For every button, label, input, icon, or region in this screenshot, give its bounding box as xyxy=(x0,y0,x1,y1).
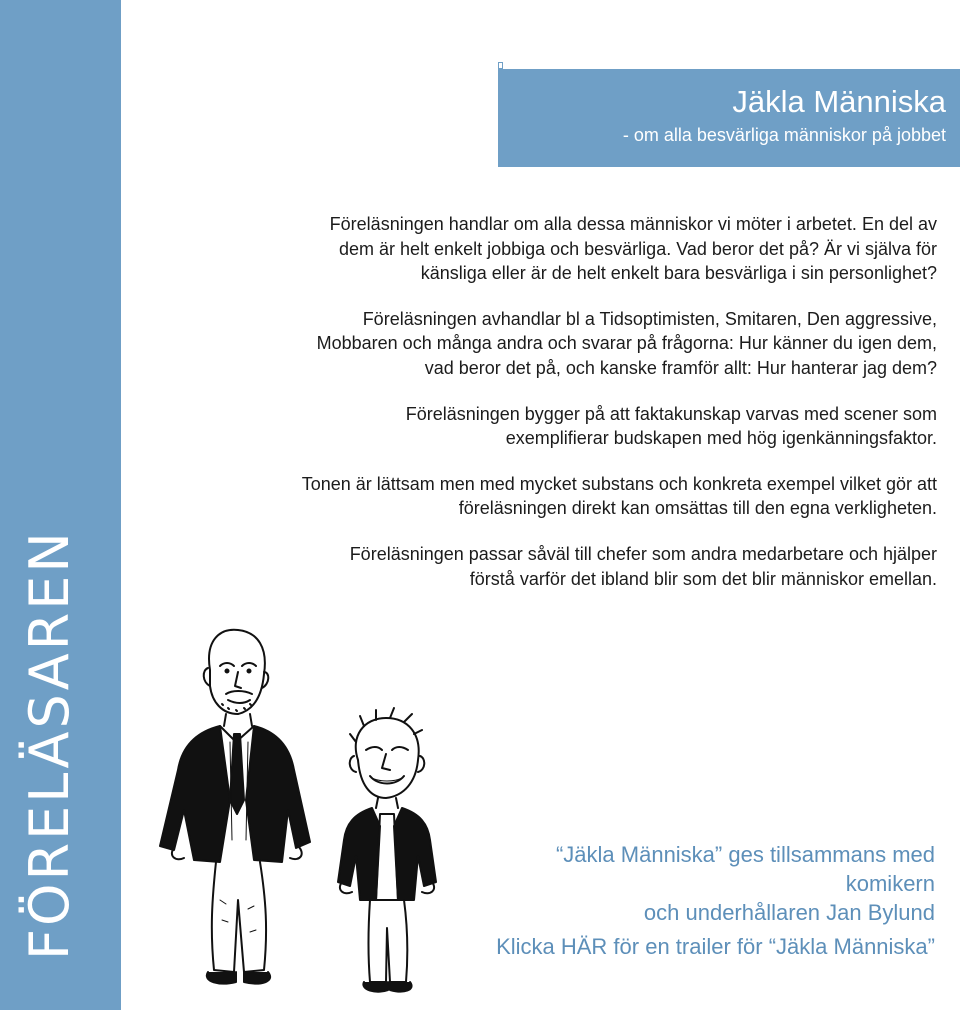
co-presenter-line-1: “Jäkla Människa” ges tillsammans med komikern xyxy=(555,842,935,896)
trailer-link[interactable]: Klicka HÄR för en trailer för “Jäkla Människa” xyxy=(496,934,935,959)
paragraph-method: Föreläsningen bygger på att faktakunskap varvas med scener som exemplifierar budskapen med hög igenkänningsfaktor. xyxy=(405,403,937,449)
paragraph-types: Föreläsningen avhandlar bl a Tidsoptimisten, Smitaren, Den aggressive, Mobbaren och många andra och svarar på frågorna: Hur känner du igen dem, vad beror det på, och kanske framför allt: Hur hanterar jag dem? xyxy=(316,308,937,378)
tall-man-figure xyxy=(160,630,310,984)
co-presenter-note xyxy=(470,840,935,927)
paragraph-intro: Föreläsningen handlar om alla dessa människor vi möter i arbetet. En del av dem är helt enkelt jobbiga och besvärliga. Vad beror det på? Är vi själva för känsliga eller är de helt enkelt bara besvärliga i sin personlighet? xyxy=(329,214,937,284)
body-text xyxy=(300,212,937,612)
title-box xyxy=(498,69,960,167)
paragraph-tone: Tonen är lättsam men med mycket substans och konkreta exempel vilket gör att föreläsningen direkt kan omsättas till den egna verkligheten. xyxy=(301,473,937,519)
co-presenter-line-2: och underhållaren Jan Bylund xyxy=(643,900,935,925)
caricature-illustration xyxy=(150,610,470,1010)
short-man-figure xyxy=(338,708,436,992)
page-subtitle: - om alla besvärliga människor på jobbet xyxy=(622,125,946,145)
side-label: FÖRELÄSAREN xyxy=(18,529,81,960)
title-marker xyxy=(498,62,503,69)
paragraph-audience: Föreläsningen passar såväl till chefer som andra medarbetare och hjälper förstå varför det ibland blir som det blir människor emellan. xyxy=(349,543,937,589)
side-band xyxy=(0,0,121,1010)
page-title: Jäkla Människa xyxy=(732,84,946,119)
